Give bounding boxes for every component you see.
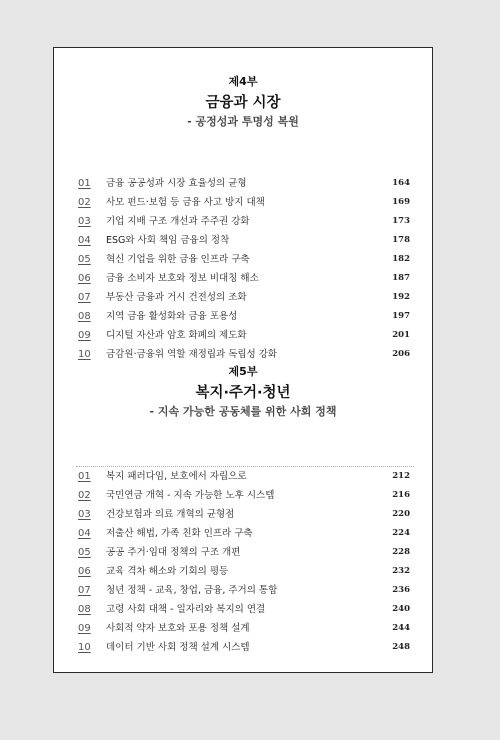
chapter-number: 07 [78, 292, 91, 303]
chapter-page: 228 [392, 547, 410, 557]
chapter-number: 04 [78, 528, 91, 539]
chapter-entry[interactable] [76, 250, 414, 269]
chapter-title: 디지털 자산과 암호 화폐의 제도화 [106, 330, 247, 341]
chapter-list [76, 174, 414, 364]
chapter-number: 06 [78, 566, 91, 577]
chapter-page: 201 [392, 330, 410, 340]
chapter-number: 10 [78, 642, 91, 653]
chapter-number: 07 [78, 585, 91, 596]
chapter-number: 10 [78, 349, 91, 360]
chapter-number: 02 [78, 490, 91, 501]
part-5-section [54, 364, 432, 653]
chapter-title: 저출산 해법, 가족 친화 인프라 구축 [106, 528, 253, 539]
chapter-title: 기업 지배 구조 개선과 주주권 강화 [106, 216, 250, 227]
chapter-page: 248 [392, 642, 410, 652]
chapter-page: 212 [392, 471, 410, 481]
chapter-entry[interactable] [76, 326, 414, 345]
chapter-title: 금융 공공성과 시장 효율성의 균형 [106, 178, 247, 189]
chapter-title: 건강보험과 의료 개혁의 균형점 [106, 509, 235, 520]
chapter-number: 08 [78, 604, 91, 615]
chapter-entry[interactable] [76, 345, 414, 364]
chapter-title: 금융 소비자 보호와 정보 비대칭 해소 [106, 273, 259, 284]
chapter-page: 206 [392, 349, 410, 359]
chapter-page: 164 [392, 178, 410, 188]
part-label: 제4부 [228, 75, 258, 88]
chapter-entry[interactable] [76, 269, 414, 288]
chapter-number: 01 [78, 471, 91, 482]
part-4-section [54, 74, 432, 360]
chapter-number: 04 [78, 235, 91, 246]
toc-page [53, 47, 433, 673]
chapter-page: 182 [392, 254, 410, 264]
chapter-title: 부동산 금융과 거시 건전성의 조화 [106, 292, 247, 303]
chapter-number: 05 [78, 547, 91, 558]
chapter-entry[interactable] [76, 212, 414, 231]
chapter-title: 사회적 약자 보호와 포용 정책 설계 [106, 623, 250, 634]
chapter-entry[interactable] [76, 581, 414, 600]
chapter-entry[interactable] [76, 486, 414, 505]
chapter-number: 02 [78, 197, 91, 208]
chapter-number: 06 [78, 273, 91, 284]
chapter-number: 08 [78, 311, 91, 322]
chapter-entry[interactable] [76, 505, 414, 524]
chapter-page: 197 [392, 311, 410, 321]
chapter-page: 236 [392, 585, 410, 595]
chapter-page: 240 [392, 604, 410, 614]
chapter-entry[interactable] [76, 288, 414, 307]
chapter-entry[interactable] [76, 619, 414, 638]
chapter-page: 220 [392, 509, 410, 519]
chapter-number: 09 [78, 330, 91, 341]
chapter-page: 232 [392, 566, 410, 576]
chapter-number: 01 [78, 178, 91, 189]
chapter-entry[interactable] [76, 638, 414, 657]
chapter-entry[interactable] [76, 600, 414, 619]
chapter-entry[interactable] [76, 231, 414, 250]
chapter-title: 교육 격차 해소와 기회의 평등 [106, 566, 229, 577]
chapter-title: 청년 정책 - 교육, 창업, 금융, 주거의 통합 [106, 585, 278, 596]
chapter-entry[interactable] [76, 543, 414, 562]
chapter-entry[interactable] [76, 307, 414, 326]
chapter-title: 데이터 기반 사회 정책 설계 시스템 [106, 642, 250, 653]
chapter-page: 178 [392, 235, 410, 245]
chapter-title: ESG와 사회 책임 금융의 정착 [106, 235, 230, 246]
chapter-title: 국민연금 개혁 - 지속 가능한 노후 시스템 [106, 490, 275, 501]
chapter-title: 혁신 기업을 위한 금융 인프라 구축 [106, 254, 250, 265]
chapter-title: 복지 패러다임, 보호에서 자립으로 [106, 471, 247, 482]
chapter-title: 지역 금융 활성화와 금융 포용성 [106, 311, 238, 322]
chapter-title: 금감원·금융위 역할 재정립과 독립성 강화 [106, 349, 278, 360]
chapter-title: 고령 사회 대책 - 일자리와 복지의 연결 [106, 604, 266, 615]
part-title: 복지·주거·청년 [195, 385, 291, 401]
chapter-entry[interactable] [76, 524, 414, 543]
chapter-entry[interactable] [76, 466, 414, 486]
chapter-page: 244 [392, 623, 410, 633]
chapter-number: 05 [78, 254, 91, 265]
chapter-entry[interactable] [76, 193, 414, 212]
chapter-title: 공공 주거·임대 정책의 구조 개편 [106, 547, 241, 558]
chapter-title: 사모 펀드·보험 등 금융 사고 방지 대책 [106, 197, 265, 208]
chapter-number: 03 [78, 216, 91, 227]
part-subtitle: - 공정성과 투명성 복원 [187, 115, 299, 128]
chapter-entry[interactable] [76, 562, 414, 581]
chapter-page: 169 [392, 197, 410, 207]
chapter-list [76, 466, 414, 657]
part-label: 제5부 [228, 365, 258, 378]
chapter-page: 173 [392, 216, 410, 226]
part-subtitle: - 지속 가능한 공동체를 위한 사회 정책 [149, 405, 337, 418]
part-title: 금융과 시장 [205, 95, 281, 111]
chapter-entry[interactable] [76, 174, 414, 193]
chapter-page: 187 [392, 273, 410, 283]
chapter-number: 09 [78, 623, 91, 634]
chapter-page: 192 [392, 292, 410, 302]
chapter-page: 216 [392, 490, 410, 500]
chapter-number: 03 [78, 509, 91, 520]
chapter-page: 224 [392, 528, 410, 538]
